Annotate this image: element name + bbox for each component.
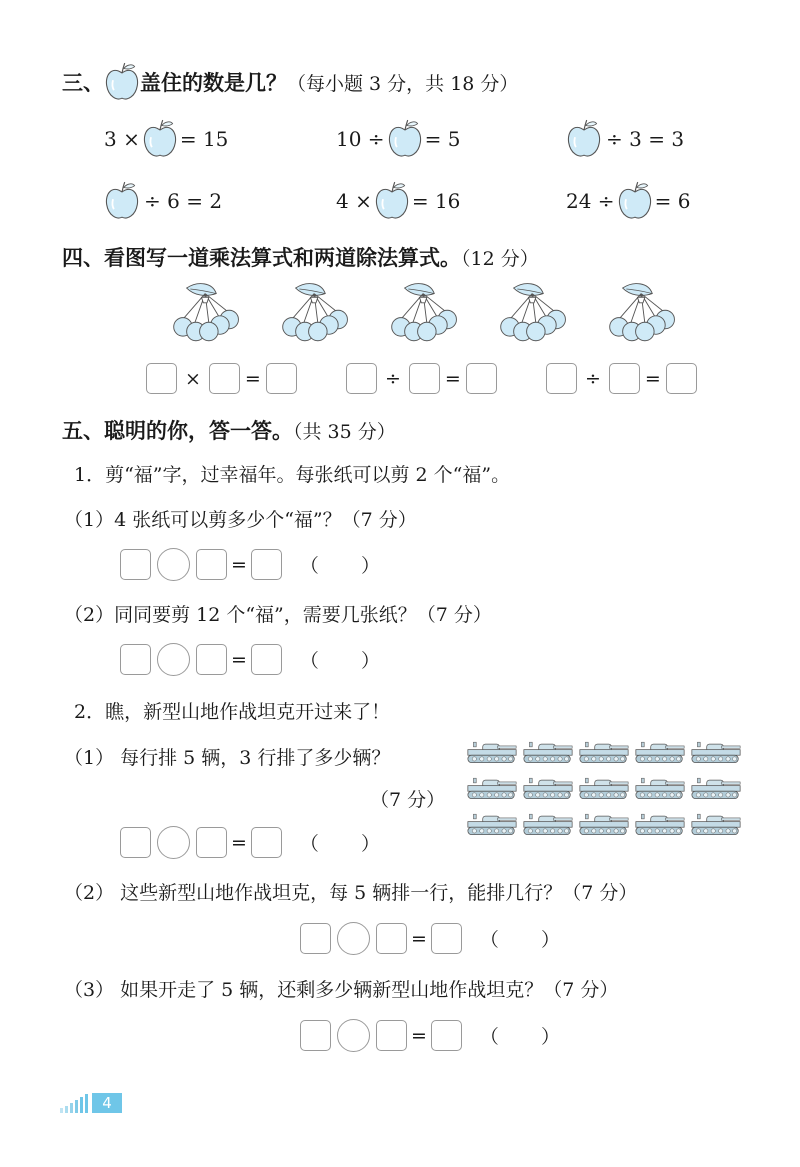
problem-6 <box>566 180 690 222</box>
question-1-text: 1．剪“福”字，过幸福年。每张纸可以剪 2 个“福”。 <box>74 464 511 486</box>
unit-blank[interactable]: （ ） <box>479 1026 560 1048</box>
divide-sign: ÷ <box>585 367 601 390</box>
tank-icon <box>634 810 686 837</box>
problem-1 <box>104 118 228 160</box>
tank-icon <box>634 738 686 765</box>
apple-icon <box>566 118 602 160</box>
page-footer <box>60 1093 122 1113</box>
answer-box[interactable] <box>300 923 331 954</box>
problem-right: = 5 <box>424 127 461 151</box>
cherry-icon <box>170 280 244 346</box>
tank-icon <box>466 774 518 801</box>
question-2-text: 2．瞧，新型山地作战坦克开过来了！ <box>74 701 391 723</box>
answer-row-q2-2 <box>300 922 560 955</box>
operator-circle[interactable] <box>337 922 370 955</box>
equal-sign: = <box>411 927 427 950</box>
answer-box[interactable] <box>666 363 697 394</box>
unit-blank[interactable]: （ ） <box>299 555 380 577</box>
tank-icon <box>578 810 630 837</box>
equal-sign: = <box>231 831 247 854</box>
section-3-heading <box>62 62 518 102</box>
answer-div-equation-2 <box>546 363 697 394</box>
equal-sign: = <box>644 367 661 390</box>
section-4-title: 四、看图写一道乘法算式和两道除法算式。 <box>62 246 461 270</box>
multiply-sign: × <box>185 367 201 390</box>
answer-row-q1-2 <box>120 643 380 676</box>
answer-box[interactable] <box>146 363 177 394</box>
question-1-sub-1: （1）4 张纸可以剪多少个“福”？（7 分） <box>64 509 417 531</box>
section-5-heading <box>62 415 396 445</box>
answer-box[interactable] <box>120 827 151 858</box>
cherry-icon <box>497 280 571 346</box>
problem-right: = 15 <box>179 127 229 151</box>
tank-icon <box>522 738 574 765</box>
question-2-sub-1: （1） 每行排 5 辆，3 行排了多少辆？ <box>64 747 391 769</box>
answer-box[interactable] <box>376 923 407 954</box>
answer-box[interactable] <box>251 644 282 675</box>
tank-icon <box>634 774 686 801</box>
problem-right: = 6 <box>654 189 691 213</box>
answer-box[interactable] <box>376 1020 407 1051</box>
apple-icon <box>104 180 140 222</box>
problem-right: ÷ 6 = 2 <box>144 189 223 213</box>
page-number: 4 <box>92 1093 122 1113</box>
tank-icon <box>690 738 742 765</box>
tank-icon <box>522 774 574 801</box>
problem-5 <box>336 180 460 222</box>
answer-box[interactable] <box>300 1020 331 1051</box>
problem-left: 4 × <box>336 189 372 213</box>
answer-box[interactable] <box>251 827 282 858</box>
equal-sign: = <box>244 367 261 390</box>
equal-sign: = <box>444 367 461 390</box>
answer-box[interactable] <box>466 363 497 394</box>
tank-icon <box>466 810 518 837</box>
problem-2 <box>336 118 460 160</box>
problem-left: 10 ÷ <box>336 127 385 151</box>
answer-box[interactable] <box>346 363 377 394</box>
answer-box[interactable] <box>209 363 240 394</box>
operator-circle[interactable] <box>337 1019 370 1052</box>
tank-icon <box>690 774 742 801</box>
problem-right: = 16 <box>411 189 461 213</box>
signal-bars-icon <box>60 1093 92 1113</box>
question-2-sub-2: （2） 这些新型山地作战坦克，每 5 辆排一行，能排几行？（7 分） <box>64 882 638 904</box>
question-2-sub-3: （3） 如果开走了 5 辆，还剩多少辆新型山地作战坦克？（7 分） <box>64 979 619 1001</box>
cherry-icon <box>279 280 353 346</box>
answer-box[interactable] <box>196 827 227 858</box>
answer-box[interactable] <box>251 549 282 580</box>
divide-sign: ÷ <box>385 367 401 390</box>
tank-icon <box>522 810 574 837</box>
problem-left: 3 × <box>104 127 140 151</box>
answer-box[interactable] <box>409 363 440 394</box>
apple-icon <box>387 118 423 160</box>
tank-icon <box>466 738 518 765</box>
section-3-title: 盖住的数是几？ <box>140 71 287 95</box>
problem-right: ÷ 3 = 3 <box>606 127 685 151</box>
answer-mul-equation <box>146 363 297 394</box>
answer-row-q2-3 <box>300 1019 560 1052</box>
section-5-points: （共 35 分） <box>293 421 396 443</box>
apple-icon <box>142 118 178 160</box>
answer-box[interactable] <box>266 363 297 394</box>
apple-icon <box>104 62 140 102</box>
tank-grid <box>466 738 746 838</box>
answer-box[interactable] <box>609 363 640 394</box>
apple-icon <box>374 180 410 222</box>
section-3-prefix: 三、 <box>62 71 104 95</box>
tank-icon <box>578 774 630 801</box>
problem-4 <box>104 180 222 222</box>
operator-circle[interactable] <box>157 643 190 676</box>
section-4-heading <box>62 242 539 272</box>
cherry-group-row <box>170 280 650 352</box>
equal-sign: = <box>231 553 247 576</box>
question-2-sub-1-points: （7 分） <box>370 789 446 811</box>
section-5-title: 五、聪明的你，答一答。 <box>62 419 293 443</box>
answer-box[interactable] <box>546 363 577 394</box>
answer-box[interactable] <box>431 1020 462 1051</box>
answer-box[interactable] <box>196 549 227 580</box>
section-4-points: （12 分） <box>461 248 539 270</box>
answer-div-equation-1 <box>346 363 497 394</box>
unit-blank[interactable]: （ ） <box>479 929 560 951</box>
equal-sign: = <box>411 1024 427 1047</box>
tank-icon <box>578 738 630 765</box>
section-3-points: （每小题 3 分，共 18 分） <box>287 72 519 95</box>
answer-box[interactable] <box>196 644 227 675</box>
answer-row-q1-1 <box>120 548 380 581</box>
unit-blank[interactable]: （ ） <box>299 833 380 855</box>
cherry-icon <box>606 280 680 346</box>
answer-box[interactable] <box>431 923 462 954</box>
problem-left: 24 ÷ <box>566 189 615 213</box>
apple-icon <box>617 180 653 222</box>
operator-circle[interactable] <box>157 826 190 859</box>
answer-box[interactable] <box>120 549 151 580</box>
equal-sign: = <box>231 648 247 671</box>
problem-3 <box>566 118 684 160</box>
answer-row-q2-1 <box>120 826 380 859</box>
tank-icon <box>690 810 742 837</box>
answer-box[interactable] <box>120 644 151 675</box>
operator-circle[interactable] <box>157 548 190 581</box>
cherry-icon <box>388 280 462 346</box>
question-1-sub-2: （2）同同要剪 12 个“福”，需要几张纸？（7 分） <box>64 604 492 626</box>
unit-blank[interactable]: （ ） <box>299 650 380 672</box>
